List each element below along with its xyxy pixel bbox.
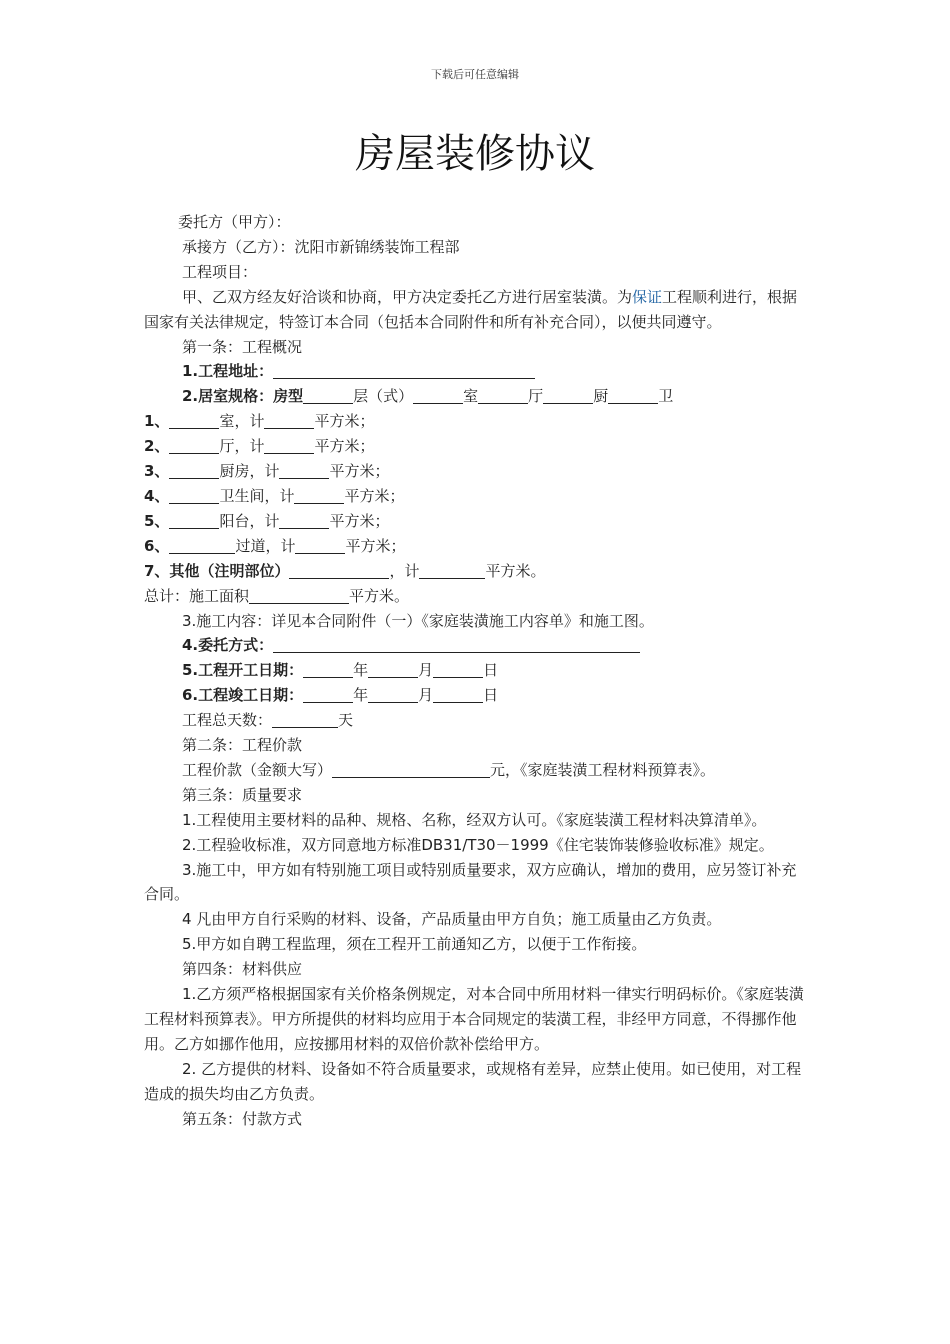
room-blank[interactable] — [169, 536, 235, 554]
date-unit: 年 — [353, 686, 369, 705]
area-blank[interactable] — [279, 511, 329, 529]
spec-blank[interactable] — [413, 386, 463, 404]
other-area-mid: ，计 — [389, 561, 420, 580]
other-area-label: 7、其他（注明部位） — [144, 561, 290, 580]
room-name: 卫生间，计 — [219, 486, 295, 505]
date-blank[interactable] — [303, 660, 353, 678]
area-blank[interactable] — [295, 536, 345, 554]
room-name: 阳台，计 — [219, 511, 280, 530]
quality-item: 4 凡由甲方自行采购的材料、设备，产品质量由甲方自负；施工质量由乙方负责。 — [182, 910, 722, 929]
guarantee-link[interactable]: 保证 — [632, 287, 663, 306]
date-unit: 日 — [483, 686, 499, 705]
art4-heading: 第四条：材料供应 — [182, 960, 303, 979]
price-blank[interactable] — [332, 760, 490, 778]
room-name: 室，计 — [219, 412, 265, 431]
price-line — [144, 758, 806, 783]
area-unit: 平方米； — [329, 511, 390, 530]
room-blank[interactable] — [169, 436, 219, 454]
room-line — [144, 484, 806, 509]
date-blank[interactable] — [368, 685, 418, 703]
room-number: 1、 — [144, 412, 170, 431]
date-unit: 日 — [483, 661, 499, 680]
room-name: 厨房，计 — [219, 462, 280, 481]
spec-blank[interactable] — [478, 386, 528, 404]
art2-heading: 第二条：工程价款 — [182, 736, 303, 755]
address-blank[interactable] — [273, 361, 535, 379]
mode-line — [144, 633, 806, 658]
end-date-label: 6.工程竣工日期： — [182, 686, 304, 705]
room-blank[interactable] — [169, 511, 219, 529]
quality-item: 5.甲方如自聘工程监理，须在工程开工前通知乙方，以便于工作衔接。 — [182, 935, 647, 954]
spec-label: 2.居室规格：房型 — [182, 387, 304, 406]
area-blank[interactable] — [264, 411, 314, 429]
area-unit: 平方米； — [314, 412, 375, 431]
date-unit: 月 — [418, 686, 434, 705]
end-date-line — [144, 683, 806, 708]
address-line — [144, 359, 806, 384]
content-line: 3.施工内容：详见本合同附件（一）《家庭装潢施工内容单》和施工图。 — [182, 611, 654, 630]
other-area-blank[interactable] — [289, 561, 389, 579]
art5-heading: 第五条：付款方式 — [182, 1109, 303, 1128]
quality-item: 1.工程使用主要材料的品种、规格、名称，经双方认可。《家庭装潢工程材料决算清单》。 — [182, 810, 767, 829]
area-blank[interactable] — [294, 486, 344, 504]
price-tail: 元，《家庭装潢工程材料预算表》。 — [490, 760, 716, 779]
room-line — [144, 459, 806, 484]
total-area-label: 总计：施工面积 — [144, 586, 250, 605]
project-line: 工程项目： — [182, 262, 258, 281]
room-line — [144, 434, 806, 459]
document-title: 房屋装修协议 — [355, 131, 595, 177]
start-date-label: 5.工程开工日期： — [182, 661, 304, 680]
area-unit: 平方米； — [345, 536, 406, 555]
date-blank[interactable] — [433, 660, 483, 678]
area-unit: 平方米； — [344, 486, 405, 505]
area-blank[interactable] — [279, 461, 329, 479]
room-line — [144, 409, 806, 434]
total-area-unit: 平方米。 — [349, 586, 410, 605]
intro-text-2: 工程顺利进行，根据国家有关法律规定，特签订本合同（包括本合同附件和所有补充合同），以便共同遵守。 — [144, 287, 798, 331]
art3-heading: 第三条：质量要求 — [182, 785, 303, 804]
mode-label: 4.委托方式： — [182, 636, 274, 655]
room-blank[interactable] — [169, 461, 219, 479]
spec-unit: 厨 — [593, 387, 609, 406]
room-spec-line — [144, 384, 806, 409]
party-b-line: 承接方（乙方）：沈阳市新锦绣装饰工程部 — [182, 237, 460, 256]
material-item: 2. 乙方提供的材料、设备如不符合质量要求，或规格有差异，应禁止使用。如已使用，对工程造成的损失均由乙方负责。 — [144, 1059, 802, 1103]
party-a-line: 委托方（甲方）： — [178, 213, 291, 231]
quality-item: 2.工程验收标准，双方同意地方标准DB31/T30－1999《住宅装饰装修验收标准》规定。 — [182, 835, 774, 854]
area-unit: 平方米； — [329, 462, 390, 481]
date-blank[interactable] — [303, 685, 353, 703]
date-blank[interactable] — [433, 685, 483, 703]
other-area-line — [144, 559, 806, 584]
intro-paragraph — [144, 285, 806, 335]
other-area-unit: 平方米。 — [485, 561, 546, 580]
room-blank[interactable] — [169, 411, 219, 429]
spec-unit: 室 — [463, 387, 479, 406]
other-area-size-blank[interactable] — [419, 561, 485, 579]
room-number: 2、 — [144, 437, 170, 456]
room-number: 3、 — [144, 462, 170, 481]
header-note: 下载后可任意编辑 — [431, 68, 519, 81]
address-label: 1.工程地址： — [182, 362, 274, 381]
spec-unit: 厅 — [528, 387, 544, 406]
material-item: 1.乙方须严格根据国家有关价格条例规定，对本合同中所用材料一律实行明码标价。《家庭装潢工程材料预算表》。甲方所提供的材料均应用于本合同规定的装潢工程，非经甲方同意，不得挪作他用。乙方如挪作他用，应按挪用材料的双倍价款补偿给甲方。 — [144, 985, 804, 1053]
room-number: 4、 — [144, 486, 170, 505]
area-unit: 平方米； — [314, 437, 375, 456]
date-unit: 月 — [418, 661, 434, 680]
spec-blank[interactable] — [543, 386, 593, 404]
quality-item: 3.施工中，甲方如有特别施工项目或特别质量要求，双方应确认，增加的费用，应另签订补充合同。 — [144, 860, 797, 904]
room-line — [144, 509, 806, 534]
mode-blank[interactable] — [273, 635, 640, 653]
spec-blank[interactable] — [608, 386, 658, 404]
total-days-blank[interactable] — [272, 710, 338, 728]
room-number: 5、 — [144, 511, 170, 530]
room-number: 6、 — [144, 536, 170, 555]
total-days-line — [144, 708, 806, 733]
total-days-unit: 天 — [338, 711, 354, 730]
spec-unit: 层（式） — [353, 387, 414, 406]
price-label: 工程价款（金额大写） — [182, 760, 333, 779]
room-blank[interactable] — [169, 486, 219, 504]
date-blank[interactable] — [368, 660, 418, 678]
spec-unit: 卫 — [658, 387, 674, 406]
art1-heading: 第一条：工程概况 — [182, 337, 303, 356]
intro-text-1: 甲、乙双方经友好洽谈和协商，甲方决定委托乙方进行居室装潢。为 — [182, 287, 633, 306]
contract-body — [144, 210, 806, 1132]
room-line — [144, 534, 806, 559]
spec-blank[interactable] — [303, 386, 353, 404]
room-name: 厅，计 — [219, 437, 265, 456]
area-blank[interactable] — [264, 436, 314, 454]
total-area-line — [144, 584, 806, 609]
date-unit: 年 — [353, 661, 369, 680]
total-days-label: 工程总天数： — [182, 711, 273, 730]
start-date-line — [144, 658, 806, 683]
room-name: 过道，计 — [235, 536, 296, 555]
total-area-blank[interactable] — [249, 586, 349, 604]
